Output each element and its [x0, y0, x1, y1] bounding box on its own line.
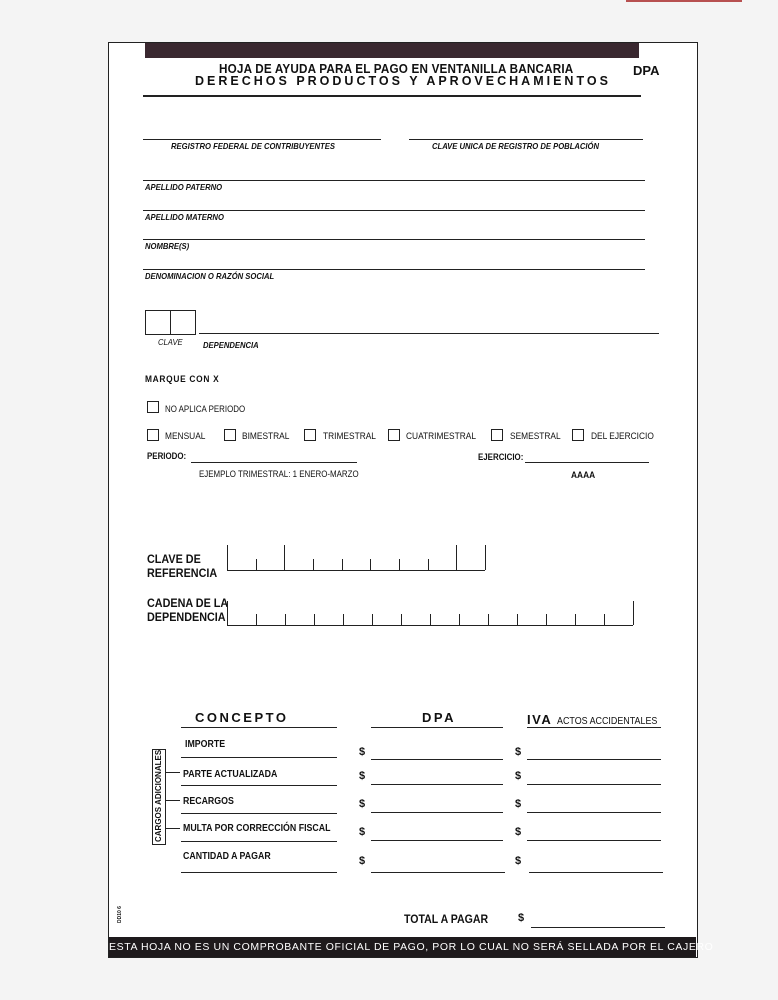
cell-tick	[575, 614, 576, 625]
trimestral-label: TRIMESTRAL	[323, 431, 376, 442]
nombres-label: NOMBRE(S)	[145, 241, 190, 251]
no-aplica-checkbox[interactable]	[147, 401, 159, 413]
row-cantidad-line	[181, 872, 337, 873]
clave-box-2[interactable]	[170, 310, 196, 335]
clave-referencia-line2: REFERENCIA	[147, 566, 218, 580]
bimestral-checkbox[interactable]	[224, 429, 236, 441]
cell-tick	[256, 559, 257, 570]
rfc-field[interactable]	[143, 139, 381, 140]
concepto-header: CONCEPTO	[195, 710, 289, 725]
periodo-label: PERIODO:	[147, 451, 187, 461]
row-multa-dpa-currency: $	[359, 826, 366, 838]
row-multa-label: MULTA POR CORRECCIÓN FISCAL	[183, 823, 331, 834]
row-multa-line	[181, 841, 337, 842]
cell-tick	[342, 559, 343, 570]
dpa-header: DPA	[422, 710, 456, 725]
aaaa-text: AAAA	[571, 470, 596, 481]
row-cantidad-label: CANTIDAD A PAGAR	[183, 851, 271, 862]
apellido-materno-label: APELLIDO MATERNO	[145, 212, 224, 222]
row-recargos-dpa-currency: $	[359, 798, 366, 810]
bimestral-label: BIMESTRAL	[242, 431, 290, 442]
cell-tick	[314, 614, 315, 625]
row-recargos-line	[181, 813, 337, 814]
cell-tick	[313, 559, 314, 570]
cell-tick	[401, 614, 402, 625]
mensual-label: MENSUAL	[165, 431, 206, 442]
apellido-paterno-field[interactable]	[143, 180, 645, 181]
top-band	[145, 43, 639, 58]
cell-tick	[428, 559, 429, 570]
no-aplica-label: NO APLICA PERIODO	[165, 404, 246, 414]
cadena-dependencia-label	[147, 596, 228, 624]
row-parte-actualizada-dpa-currency: $	[359, 770, 366, 782]
semestral-checkbox[interactable]	[491, 429, 503, 441]
ejercicio-label: EJERCICIO:	[478, 452, 524, 462]
row-cantidad-iva-currency: $	[515, 855, 522, 867]
semestral-label: SEMESTRAL	[510, 431, 561, 442]
row-cantidad-dpa-currency: $	[359, 855, 366, 867]
iva-header-underline	[527, 727, 661, 728]
cell-tick	[399, 559, 400, 570]
header-divider	[143, 95, 641, 97]
cell-tick	[372, 614, 373, 625]
row-cantidad-dpa-field[interactable]	[371, 872, 505, 873]
row-parte-actualizada-dpa-field[interactable]	[371, 784, 503, 785]
cell-tick	[285, 614, 286, 625]
row-importe-dpa-field[interactable]	[371, 759, 503, 760]
row-recargos-label: RECARGOS	[183, 796, 234, 807]
corner-mark	[626, 0, 742, 2]
dependencia-field[interactable]	[199, 333, 659, 334]
form-title: HOJA DE AYUDA PARA EL PAGO EN VENTANILLA BANCARIA	[219, 61, 574, 76]
razon-social-field[interactable]	[143, 269, 645, 270]
cell-tick	[604, 614, 605, 625]
apellido-materno-field[interactable]	[143, 210, 645, 211]
row-recargos-iva-field[interactable]	[527, 812, 661, 813]
cell-tick	[485, 545, 486, 570]
cuatrimestral-label: CUATRIMESTRAL	[406, 431, 476, 442]
ejercicio-field[interactable]	[525, 462, 649, 463]
nombres-field[interactable]	[143, 239, 645, 240]
cell-tick	[227, 545, 228, 570]
cell-tick	[488, 614, 489, 625]
payment-form-sheet	[108, 42, 714, 958]
cell-tick	[284, 545, 285, 570]
cell-tick	[517, 614, 518, 625]
form-code-small: DD10 6	[117, 906, 123, 923]
curp-label: CLAVE UNICA DE REGISTRO DE POBLACIÓN	[432, 141, 600, 151]
row-parte-actualizada-iva-field[interactable]	[527, 784, 661, 785]
razon-social-label: DENOMINACION O RAZÓN SOCIAL	[145, 271, 275, 281]
cell-tick	[256, 614, 257, 625]
cuatrimestral-checkbox[interactable]	[388, 429, 400, 441]
ejemplo-text: EJEMPLO TRIMESTRAL: 1 ENERO-MARZO	[199, 469, 359, 479]
cell-tick	[370, 559, 371, 570]
row-multa-dpa-field[interactable]	[371, 840, 503, 841]
row-multa-iva-field[interactable]	[527, 840, 661, 841]
footer-disclaimer: ESTA HOJA NO ES UN COMPROBANTE OFICIAL DE PAGO, POR LO CUAL NO SERÁ SELLADA POR EL CAJERO	[109, 937, 696, 957]
apellido-paterno-label: APELLIDO PATERNO	[145, 182, 223, 192]
total-currency: $	[518, 912, 525, 924]
cadena-dependencia-line1: CADENA DE LA	[147, 596, 229, 610]
trimestral-checkbox[interactable]	[304, 429, 316, 441]
cell-tick	[456, 545, 457, 570]
clave-referencia-field[interactable]	[227, 545, 485, 571]
cargos-adicionales-label: CARGOS ADICIONALES	[154, 749, 163, 842]
bracket-tick-2	[166, 800, 180, 801]
row-parte-actualizada-line	[181, 785, 337, 786]
clave-referencia-label	[147, 552, 217, 580]
row-parte-actualizada-iva-currency: $	[515, 770, 522, 782]
mensual-checkbox[interactable]	[147, 429, 159, 441]
rfc-label: REGISTRO FEDERAL DE CONTRIBUYENTES	[171, 141, 335, 151]
row-multa-iva-currency: $	[515, 826, 522, 838]
iva-header-rest: ACTOS ACCIDENTALES	[556, 715, 658, 727]
form-subtitle: DERECHOS PRODUCTOS Y APROVECHAMIENTOS	[195, 74, 611, 88]
periodo-field[interactable]	[191, 462, 357, 463]
row-recargos-dpa-field[interactable]	[371, 812, 503, 813]
cell-tick	[343, 614, 344, 625]
row-parte-actualizada-label: PARTE ACTUALIZADA	[183, 769, 278, 780]
bracket-tick-3	[166, 828, 180, 829]
cell-tick	[227, 601, 228, 625]
row-recargos-iva-currency: $	[515, 798, 522, 810]
curp-field[interactable]	[409, 139, 643, 140]
row-importe-dpa-currency: $	[359, 746, 366, 758]
cell-tick	[459, 614, 460, 625]
clave-referencia-line1: CLAVE DE	[147, 552, 201, 566]
row-importe-line	[181, 757, 337, 758]
cell-tick	[546, 614, 547, 625]
del-ejercicio-checkbox[interactable]	[572, 429, 584, 441]
form-code-dpa: DPA	[633, 63, 660, 78]
row-importe-iva-field[interactable]	[527, 759, 661, 760]
cell-tick	[430, 614, 431, 625]
clave-label: CLAVE	[158, 337, 183, 347]
clave-box-1[interactable]	[145, 310, 171, 335]
concepto-header-underline	[181, 727, 337, 728]
bracket-tick-1	[166, 772, 180, 773]
cell-tick	[633, 601, 634, 625]
row-importe-iva-currency: $	[515, 746, 522, 758]
total-field[interactable]	[531, 927, 665, 928]
cadena-dependencia-field[interactable]	[227, 601, 633, 626]
row-cantidad-iva-field[interactable]	[529, 872, 663, 873]
cadena-dependencia-line2: DEPENDENCIA	[147, 610, 226, 624]
iva-header-bold: IVA	[527, 712, 553, 727]
dpa-header-underline	[371, 727, 503, 728]
marque-label: MARQUE CON X	[145, 374, 220, 385]
row-importe-label: IMPORTE	[185, 739, 226, 750]
dependencia-label: DEPENDENCIA	[203, 340, 259, 350]
total-label: TOTAL A PAGAR	[404, 912, 489, 926]
del-ejercicio-label: DEL EJERCICIO	[591, 431, 654, 442]
